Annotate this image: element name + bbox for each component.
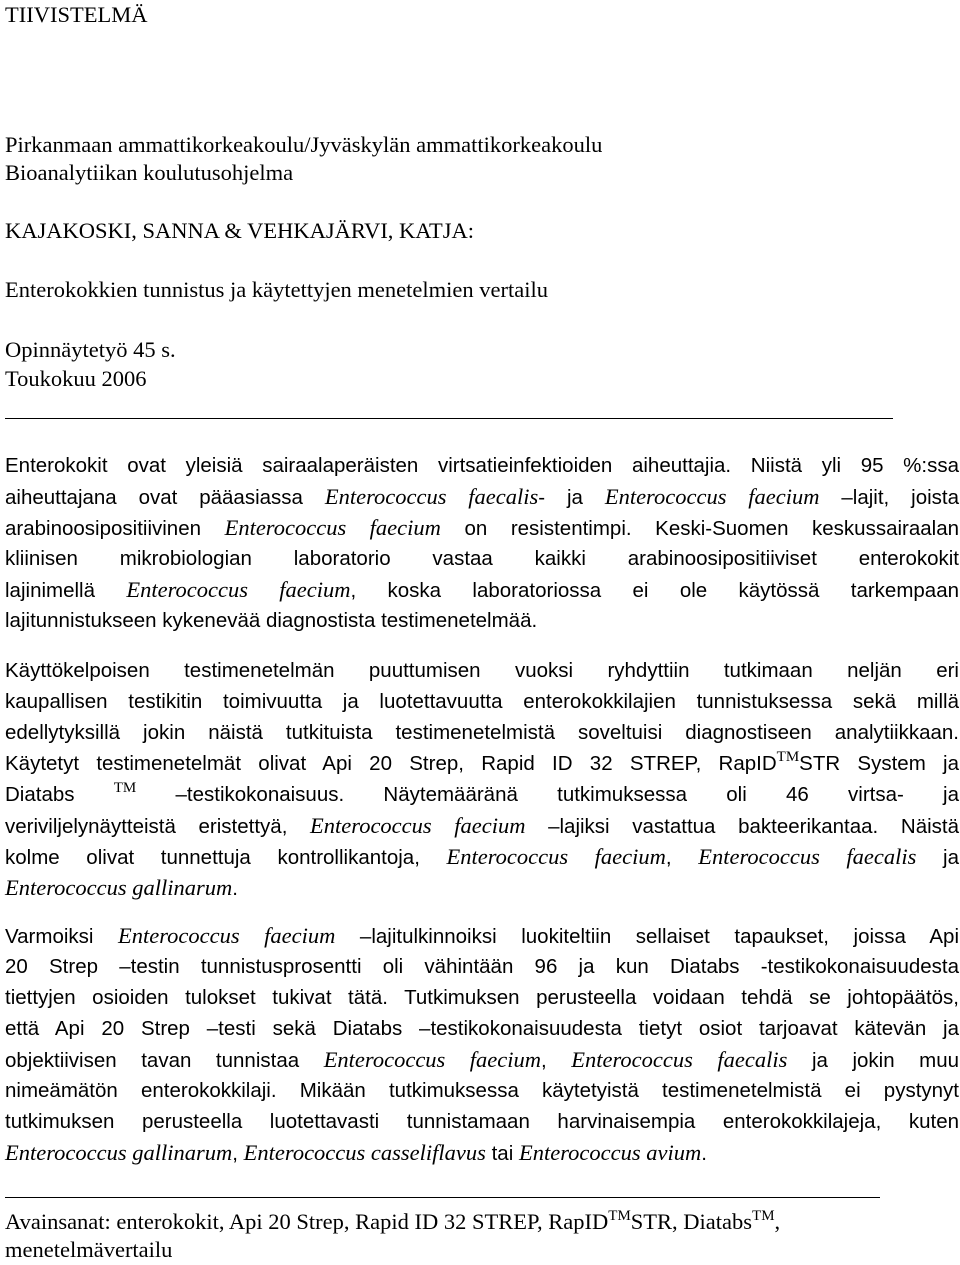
text-span: - ja [538,486,583,509]
text-span: kliinisen mikrobiologian laboratorio vastaa kaikki arabinoosipositiiviset enterokokit [5,547,959,570]
text-span: aiheuttajana ovat pääasiassa [5,486,303,509]
text-line [5,481,959,512]
text-span: STR System ja [799,752,959,775]
text-span: arabinoosipositiivinen [5,517,202,540]
text-span: kaupallisen testikitin toimivuutta ja luotettavuutta enterokokkilajien tunnistuksessa sekä millä [5,690,959,713]
text-line [5,1208,959,1236]
text-span: Varmoiksi [5,925,94,948]
species-name: Enterococcus faecium [224,515,441,540]
keywords-label: Avainsanat: enterokokit, Api 20 Strep, Rapid ID 32 STREP, RapID [5,1209,609,1234]
text-span: . [701,1142,707,1165]
text-line [5,512,959,543]
text-span: –testikokonaisuus. [175,783,345,806]
text-span: Käytetyt testimenetelmät olivat Api 20 Strep, Rapid ID 32 STREP, RapID [5,752,777,775]
text-line [5,655,959,686]
text-span: Mikään tutkimuksessa käytetyistä testimenetelmistä ei pystynyt [299,1079,959,1102]
text-span: Keski-Suomen keskussairaalan [655,517,960,540]
text-line [5,779,959,810]
species-name: Enterococcus faecium [446,844,666,869]
trademark-sup: TM [113,780,137,796]
text-span: lajinimellä [5,579,96,602]
text-line [5,543,959,574]
text-line [5,1236,959,1264]
text-span: . [232,877,238,900]
text-line [5,748,959,779]
text-span: tiettyjen osioiden tulokset tukivat tätä. [5,986,388,1009]
text-span: että Api 20 Strep –testi sekä Diatabs –testikokonaisuudesta tietyt osiot tarjoavat kätevän ja [5,1017,959,1040]
text-line [5,574,959,605]
document-title: TIIVISTELMÄ [5,2,148,27]
thesis-info: Opinnäytetyö 45 s. [5,337,176,362]
text-span: veriviljelynäytteistä eristettyä, [5,815,288,838]
text-span: , koska laboratoriossa ei ole käytössä tarkempaan [350,579,960,602]
text-span: lajitunnistukseen kykenevää diagnostista testimenetelmää. [5,609,538,632]
abstract-paragraph-3 [5,920,959,1168]
text-line [5,810,959,841]
text-span: objektiivisen tavan tunnistaa [5,1049,300,1072]
text-span: , [665,846,672,869]
text-line [5,450,959,481]
text-span: , [774,1209,781,1234]
species-name: Enterococcus gallinarum [5,1140,233,1165]
species-name: Enterococcus faecium [310,813,526,838]
header-divider [5,418,893,419]
text-span: Käyttökelpoisen testimenetelmän puuttumisen vuoksi ryhdyttiin tutkimaan neljän eri [5,659,959,682]
species-name: Enterococcus gallinarum [5,875,233,900]
text-line [5,841,959,872]
species-name: Enterococcus faecium [604,484,820,509]
species-name: Enterococcus casseliflavus [243,1140,486,1165]
text-span: on resistentimpi. [464,517,632,540]
text-line [5,1013,959,1044]
text-span: –lajiksi vastattua bakteerikantaa. [548,815,879,838]
abstract-paragraph-2 [5,655,959,903]
species-name: Enterococcus faecalis [324,484,539,509]
text-span: kolme olivat tunnettuja kontrollikantoja, [5,846,420,869]
text-line [5,1137,959,1168]
text-line [5,951,959,982]
species-name: Enterococcus faecalis [698,844,917,869]
text-line [5,1106,959,1137]
text-span: , [541,1049,547,1072]
trademark-sup: TM [752,1208,775,1224]
thesis-date: Toukokuu 2006 [5,366,147,391]
text-span: Niistä yli 95 %:ssa [750,454,959,477]
text-line [5,717,959,748]
text-span: ja jokin muu [811,1049,960,1072]
text-span: Diatabs [5,783,75,806]
text-span: Enterokokit ovat yleisiä sairaalaperäisten virtsatieinfektioiden aiheuttajia. [5,454,732,477]
text-line [5,1075,959,1106]
text-span: 20 Strep –testin tunnistusprosentti oli vähintään 96 ja kun Diatabs -testikokonaisuudesta [5,955,959,978]
text-span: Näistä [900,815,959,838]
species-name: Enterococcus avium [518,1140,702,1165]
species-name: Enterococcus faecium [118,923,336,948]
text-line [5,982,959,1013]
text-span: tai [491,1142,514,1165]
text-span: Näytemääränä tutkimuksessa oli 46 virtsa- ja [383,783,960,806]
text-span: edellytyksillä jokin näistä tutkituista testimenetelmistä soveltuisi diagnostiseen analytiikkaan. [5,721,959,744]
species-name: Enterococcus faecium [323,1047,542,1072]
keywords-block [5,1208,959,1264]
text-span: ja [943,846,959,869]
institution: Pirkanmaan ammattikorkeakoulu/Jyväskylän ammattikorkeakoulu [5,132,603,157]
text-span: STR, Diatabs [630,1209,753,1234]
trademark-sup: TM [776,749,800,765]
text-span: menetelmävertailu [5,1237,173,1262]
keywords-divider [5,1197,880,1198]
trademark-sup: TM [608,1208,631,1224]
text-span: tutkimuksen perusteella luotettavasti tunnistamaan harvinaisempia enterokokkilajeja, kuten [5,1110,959,1133]
text-span: Tutkimuksen perusteella voidaan tehdä se johtopäätös, [404,986,959,1009]
species-name: Enterococcus faecalis [571,1047,788,1072]
text-span: , [232,1142,238,1165]
text-line [5,1044,959,1075]
text-span: –lajit, joista [841,486,959,509]
authors: KAJAKOSKI, SANNA & VEHKAJÄRVI, KATJA: [5,218,475,243]
abstract-paragraph-1 [5,450,959,636]
text-line [5,686,959,717]
text-line [5,605,959,636]
text-span: –lajitulkinnoiksi luokiteltiin sellaiset tapaukset, joissa Api [359,925,960,948]
programme: Bioanalytiikan koulutusohjelma [5,160,294,185]
species-name: Enterococcus faecium [126,577,351,602]
text-span: nimeämätön enterokokkilaji. [5,1079,277,1102]
text-line [5,920,959,951]
thesis-title: Enterokokkien tunnistus ja käytettyjen menetelmien vertailu [5,277,548,302]
text-line [5,872,959,903]
